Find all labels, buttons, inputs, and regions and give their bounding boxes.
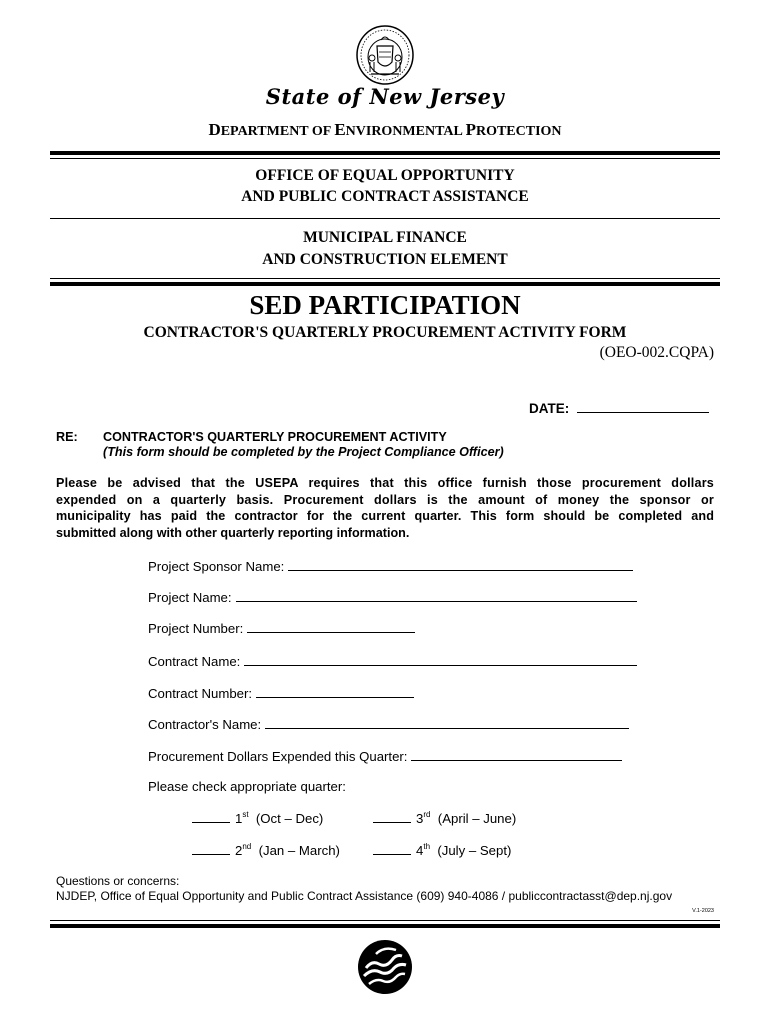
divider-bottom-thick <box>50 924 720 928</box>
office-name-line1: OFFICE OF EQUAL OPPORTUNITY <box>255 167 515 184</box>
instructions-paragraph <box>56 475 714 542</box>
divider-top-thin <box>50 158 720 159</box>
re-label: RE: <box>56 430 78 444</box>
date-field[interactable] <box>529 400 709 416</box>
date-label: DATE: <box>529 401 570 416</box>
quarter-2-checkline[interactable] <box>192 842 230 855</box>
project-number-field[interactable] <box>148 620 415 636</box>
quarter-3-option[interactable]: 3rd (April – June) <box>373 810 516 826</box>
divider-element-thin <box>50 278 720 279</box>
form-code: (OEO-002.CQPA) <box>599 344 714 361</box>
project-number-label: Project Number: <box>148 621 244 636</box>
procurement-dollars-line[interactable] <box>411 748 622 761</box>
element-name-line2: AND CONSTRUCTION ELEMENT <box>262 251 508 268</box>
footer-contact: NJDEP, Office of Equal Opportunity and Public Contract Assistance (609) 940-4086 / publiccontractasst@dep.nj.gov <box>56 889 673 903</box>
contract-number-label: Contract Number: <box>148 686 253 701</box>
contract-name-field[interactable] <box>148 653 637 669</box>
contract-name-line[interactable] <box>244 653 637 666</box>
re-note: (This form should be completed by the Project Compliance Officer) <box>103 445 504 459</box>
quarter-4-checkline[interactable] <box>373 842 411 855</box>
contract-name-label: Contract Name: <box>148 654 241 669</box>
njdep-logo <box>356 938 414 996</box>
divider-bottom-thin <box>50 920 720 921</box>
department-name: DEPARTMENT OF ENVIRONMENTAL PROTECTION <box>208 120 562 139</box>
element-name-line1: MUNICIPAL FINANCE <box>303 229 467 246</box>
quarter-3-checkline[interactable] <box>373 810 411 823</box>
quarter-4-option[interactable]: 4th (July – Sept) <box>373 842 511 858</box>
quarter-instruction: Please check appropriate quarter: <box>148 779 346 794</box>
state-name: State of New Jersey <box>265 84 505 109</box>
project-sponsor-name-line[interactable] <box>288 558 633 571</box>
form-subtitle: CONTRACTOR'S QUARTERLY PROCUREMENT ACTIVITY FORM <box>143 324 627 341</box>
paragraph-line-1: Please be advised that the USEPA requires that this office furnish those procurement dollars <box>56 476 714 490</box>
contractor-name-line[interactable] <box>265 716 629 729</box>
quarter-2-option[interactable]: 2nd (Jan – March) <box>192 842 340 858</box>
project-name-label: Project Name: <box>148 590 232 605</box>
version-label: V.1-2023 <box>692 908 714 914</box>
divider-office <box>50 218 720 219</box>
form-title: SED PARTICIPATION <box>249 290 521 320</box>
procurement-dollars-field[interactable] <box>148 748 622 764</box>
project-sponsor-name-label: Project Sponsor Name: <box>148 559 285 574</box>
re-subject: CONTRACTOR'S QUARTERLY PROCUREMENT ACTIVITY <box>103 430 447 444</box>
project-sponsor-name-field[interactable] <box>148 558 633 574</box>
paragraph-line-4: submitted along with other quarterly reporting information. <box>56 526 410 541</box>
contract-number-field[interactable] <box>148 685 414 701</box>
divider-top-thick <box>50 151 720 155</box>
project-number-line[interactable] <box>247 620 415 633</box>
paragraph-line-2: expended on a quarterly basis. Procurement dollars is the amount of money the sponsor or <box>56 492 714 507</box>
footer-questions: Questions or concerns: <box>56 874 180 888</box>
project-name-line[interactable] <box>236 589 637 602</box>
quarter-1-checkline[interactable] <box>192 810 230 823</box>
paragraph-line-3: municipality has paid the contractor for the current quarter. This form should be completed and <box>56 509 714 524</box>
quarter-1-option[interactable]: 1st (Oct – Dec) <box>192 810 323 826</box>
office-name-line2: AND PUBLIC CONTRACT ASSISTANCE <box>241 188 529 205</box>
project-name-field[interactable] <box>148 589 637 605</box>
contractor-name-field[interactable] <box>148 716 629 732</box>
procurement-dollars-label: Procurement Dollars Expended this Quarter: <box>148 749 408 764</box>
divider-element-thick <box>50 282 720 286</box>
contractor-name-label: Contractor's Name: <box>148 717 262 732</box>
date-line[interactable] <box>577 400 709 413</box>
contract-number-line[interactable] <box>256 685 414 698</box>
state-seal <box>355 24 415 86</box>
